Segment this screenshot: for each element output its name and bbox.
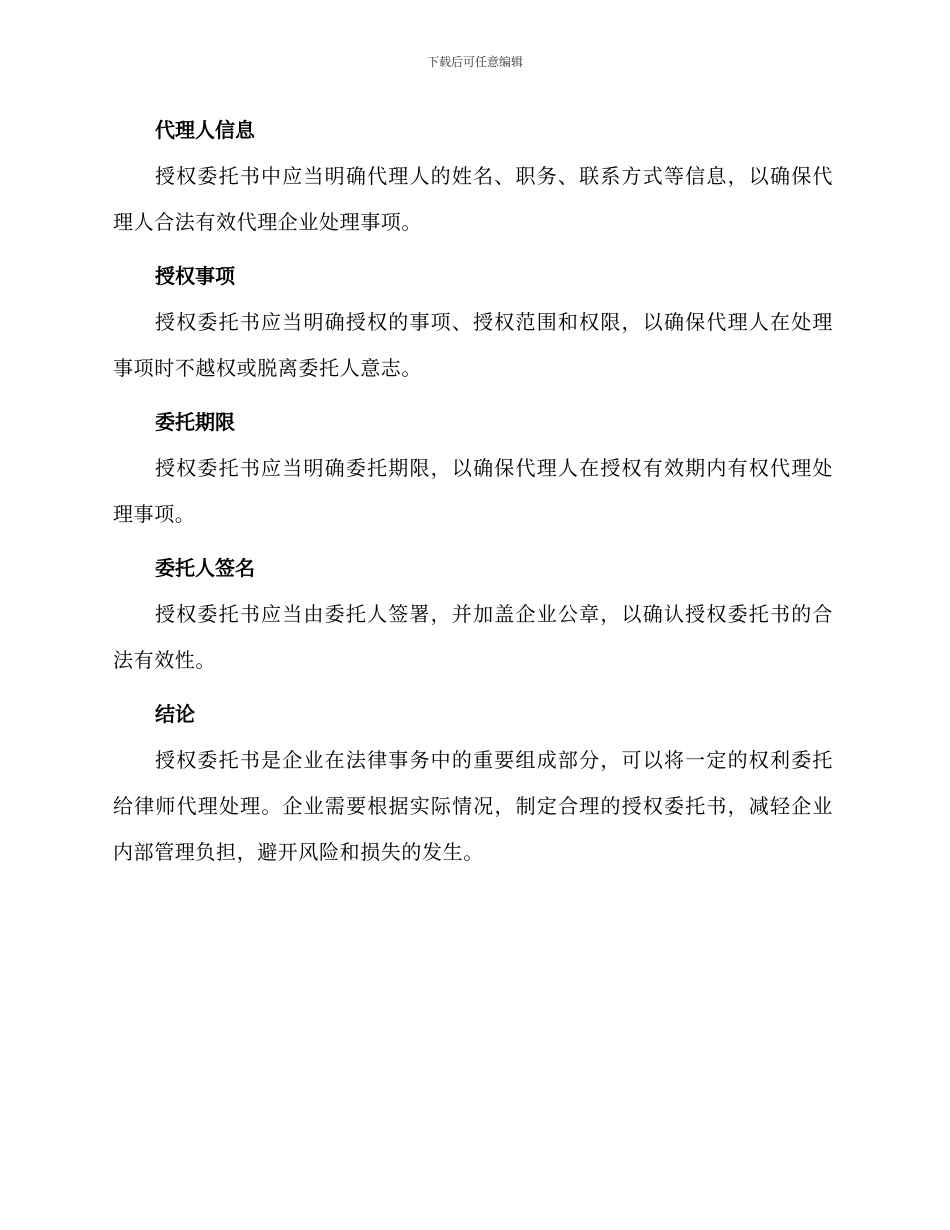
section-paragraph: 授权委托书中应当明确代理人的姓名、职务、联系方式等信息，以确保代理人合法有效代理企业处理事项。: [113, 164, 833, 234]
page-header: 下载后可任意编辑: [426, 55, 523, 69]
section-paragraph: 授权委托书应当由委托人签署，并加盖企业公章，以确认授权委托书的合法有效性。: [113, 602, 833, 672]
document-body: [113, 107, 833, 883]
section-agent-info: [113, 107, 833, 245]
section-heading: 结论: [155, 702, 195, 726]
section-heading: 委托期限: [155, 410, 235, 434]
section-heading: 代理人信息: [155, 118, 255, 142]
section-principal-signature: [113, 545, 833, 683]
section-conclusion: [113, 691, 833, 875]
section-heading: 委托人签名: [155, 556, 255, 580]
section-paragraph: 授权委托书是企业在法律事务中的重要组成部分，可以将一定的权利委托给律师代理处理。企业需要根据实际情况，制定合理的授权委托书，减轻企业内部管理负担，避开风险和损失的发生。: [113, 748, 833, 864]
section-entrust-period: [113, 399, 833, 537]
section-authorized-matters: [113, 253, 833, 391]
section-paragraph: 授权委托书应当明确授权的事项、授权范围和权限，以确保代理人在处理事项时不越权或脱离委托人意志。: [113, 310, 833, 380]
section-paragraph: 授权委托书应当明确委托期限，以确保代理人在授权有效期内有权代理处理事项。: [113, 456, 833, 526]
section-heading: 授权事项: [155, 264, 235, 288]
